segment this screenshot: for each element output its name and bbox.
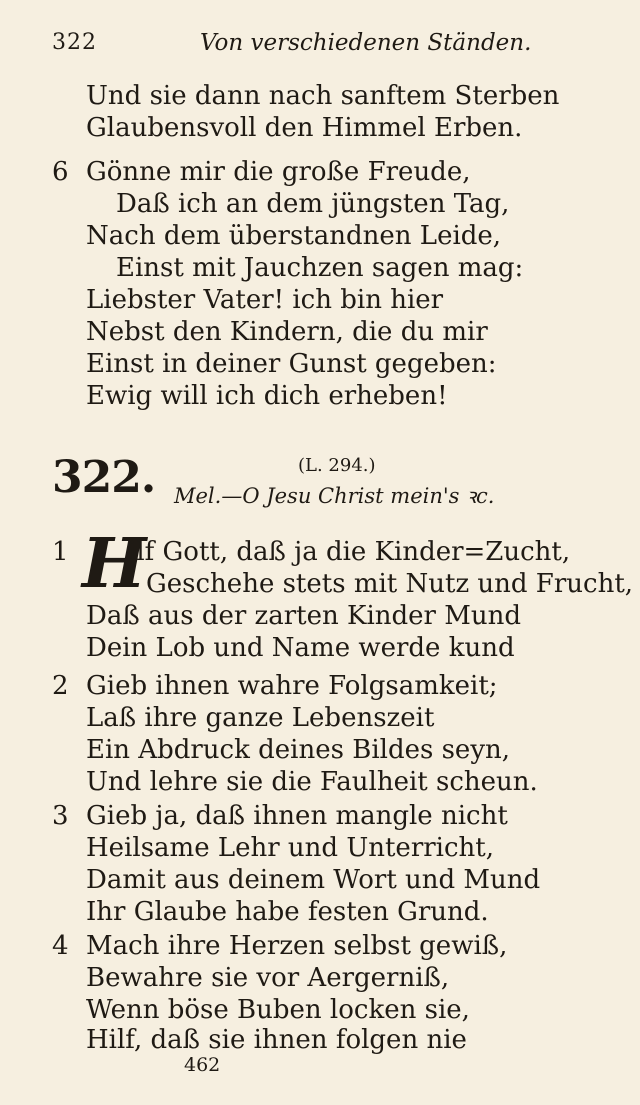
verse-line: ilf Gott, daß ja die Kinder=Zucht, (128, 537, 571, 567)
verse-line: Nach dem überstandnen Leide, (86, 221, 502, 251)
verse-line: Wenn böse Buben locken sie, (86, 995, 470, 1025)
stanza-number: 2 (52, 671, 69, 701)
verse-line: Gönne mir die große Freude, (86, 157, 471, 187)
verse-line: Einst in deiner Gunst gegeben: (86, 349, 497, 379)
verse-line: Bewahre sie vor Aergerniß, (86, 963, 450, 993)
running-head: Von verschiedenen Ständen. (200, 30, 532, 56)
page-header (52, 30, 532, 64)
verse-line: Ihr Glaube habe festen Grund. (86, 897, 489, 927)
verse-line: Damit aus deinem Wort und Mund (86, 865, 541, 895)
page-number: 322 (52, 30, 97, 55)
verse-line: Nebst den Kindern, die du mir (86, 317, 488, 347)
footer-page-number: 462 (184, 1054, 221, 1076)
hymn-number: 322. (52, 452, 156, 503)
hymn-reference: (L. 294.) (298, 455, 376, 476)
verse-line: Laß ihre ganze Lebenszeit (86, 703, 435, 733)
verse-line: Ein Abdruck deines Bildes seyn, (86, 735, 511, 765)
drop-cap: H (82, 524, 147, 604)
verse-line: Mach ihre Herzen selbst gewiß, (86, 931, 508, 961)
stanza-number: 1 (52, 537, 69, 567)
verse-line: Dein Lob und Name werde kund (86, 633, 515, 663)
stanza-number: 4 (52, 931, 69, 961)
melody-indication: Mel.—O Jesu Christ mein's ꝛc. (174, 484, 495, 508)
verse-line: Hilf, daß sie ihnen folgen nie (86, 1025, 467, 1055)
verse-line: Gieb ja, daß ihnen mangle nicht (86, 801, 508, 831)
continuation-line: Und sie dann nach sanftem Sterben (86, 81, 560, 111)
verse-line: Einst mit Jauchzen sagen mag: (116, 253, 524, 283)
stanza-number: 3 (52, 801, 69, 831)
verse-line: Gieb ihnen wahre Folgsamkeit; (86, 671, 498, 701)
verse-line: Geschehe stets mit Nutz und Frucht, (146, 569, 634, 599)
verse-line: Und lehre sie die Faulheit scheun. (86, 767, 538, 797)
continuation-line: Glaubensvoll den Himmel Erben. (86, 113, 523, 143)
stanza-number: 6 (52, 157, 69, 187)
verse-line: Daß ich an dem jüngsten Tag, (116, 189, 510, 219)
verse-line: Liebster Vater! ich bin hier (86, 285, 444, 315)
verse-line: Daß aus der zarten Kinder Mund (86, 601, 521, 631)
verse-line: Ewig will ich dich erheben! (86, 381, 448, 411)
verse-line: Heilsame Lehr und Unterricht, (86, 833, 495, 863)
